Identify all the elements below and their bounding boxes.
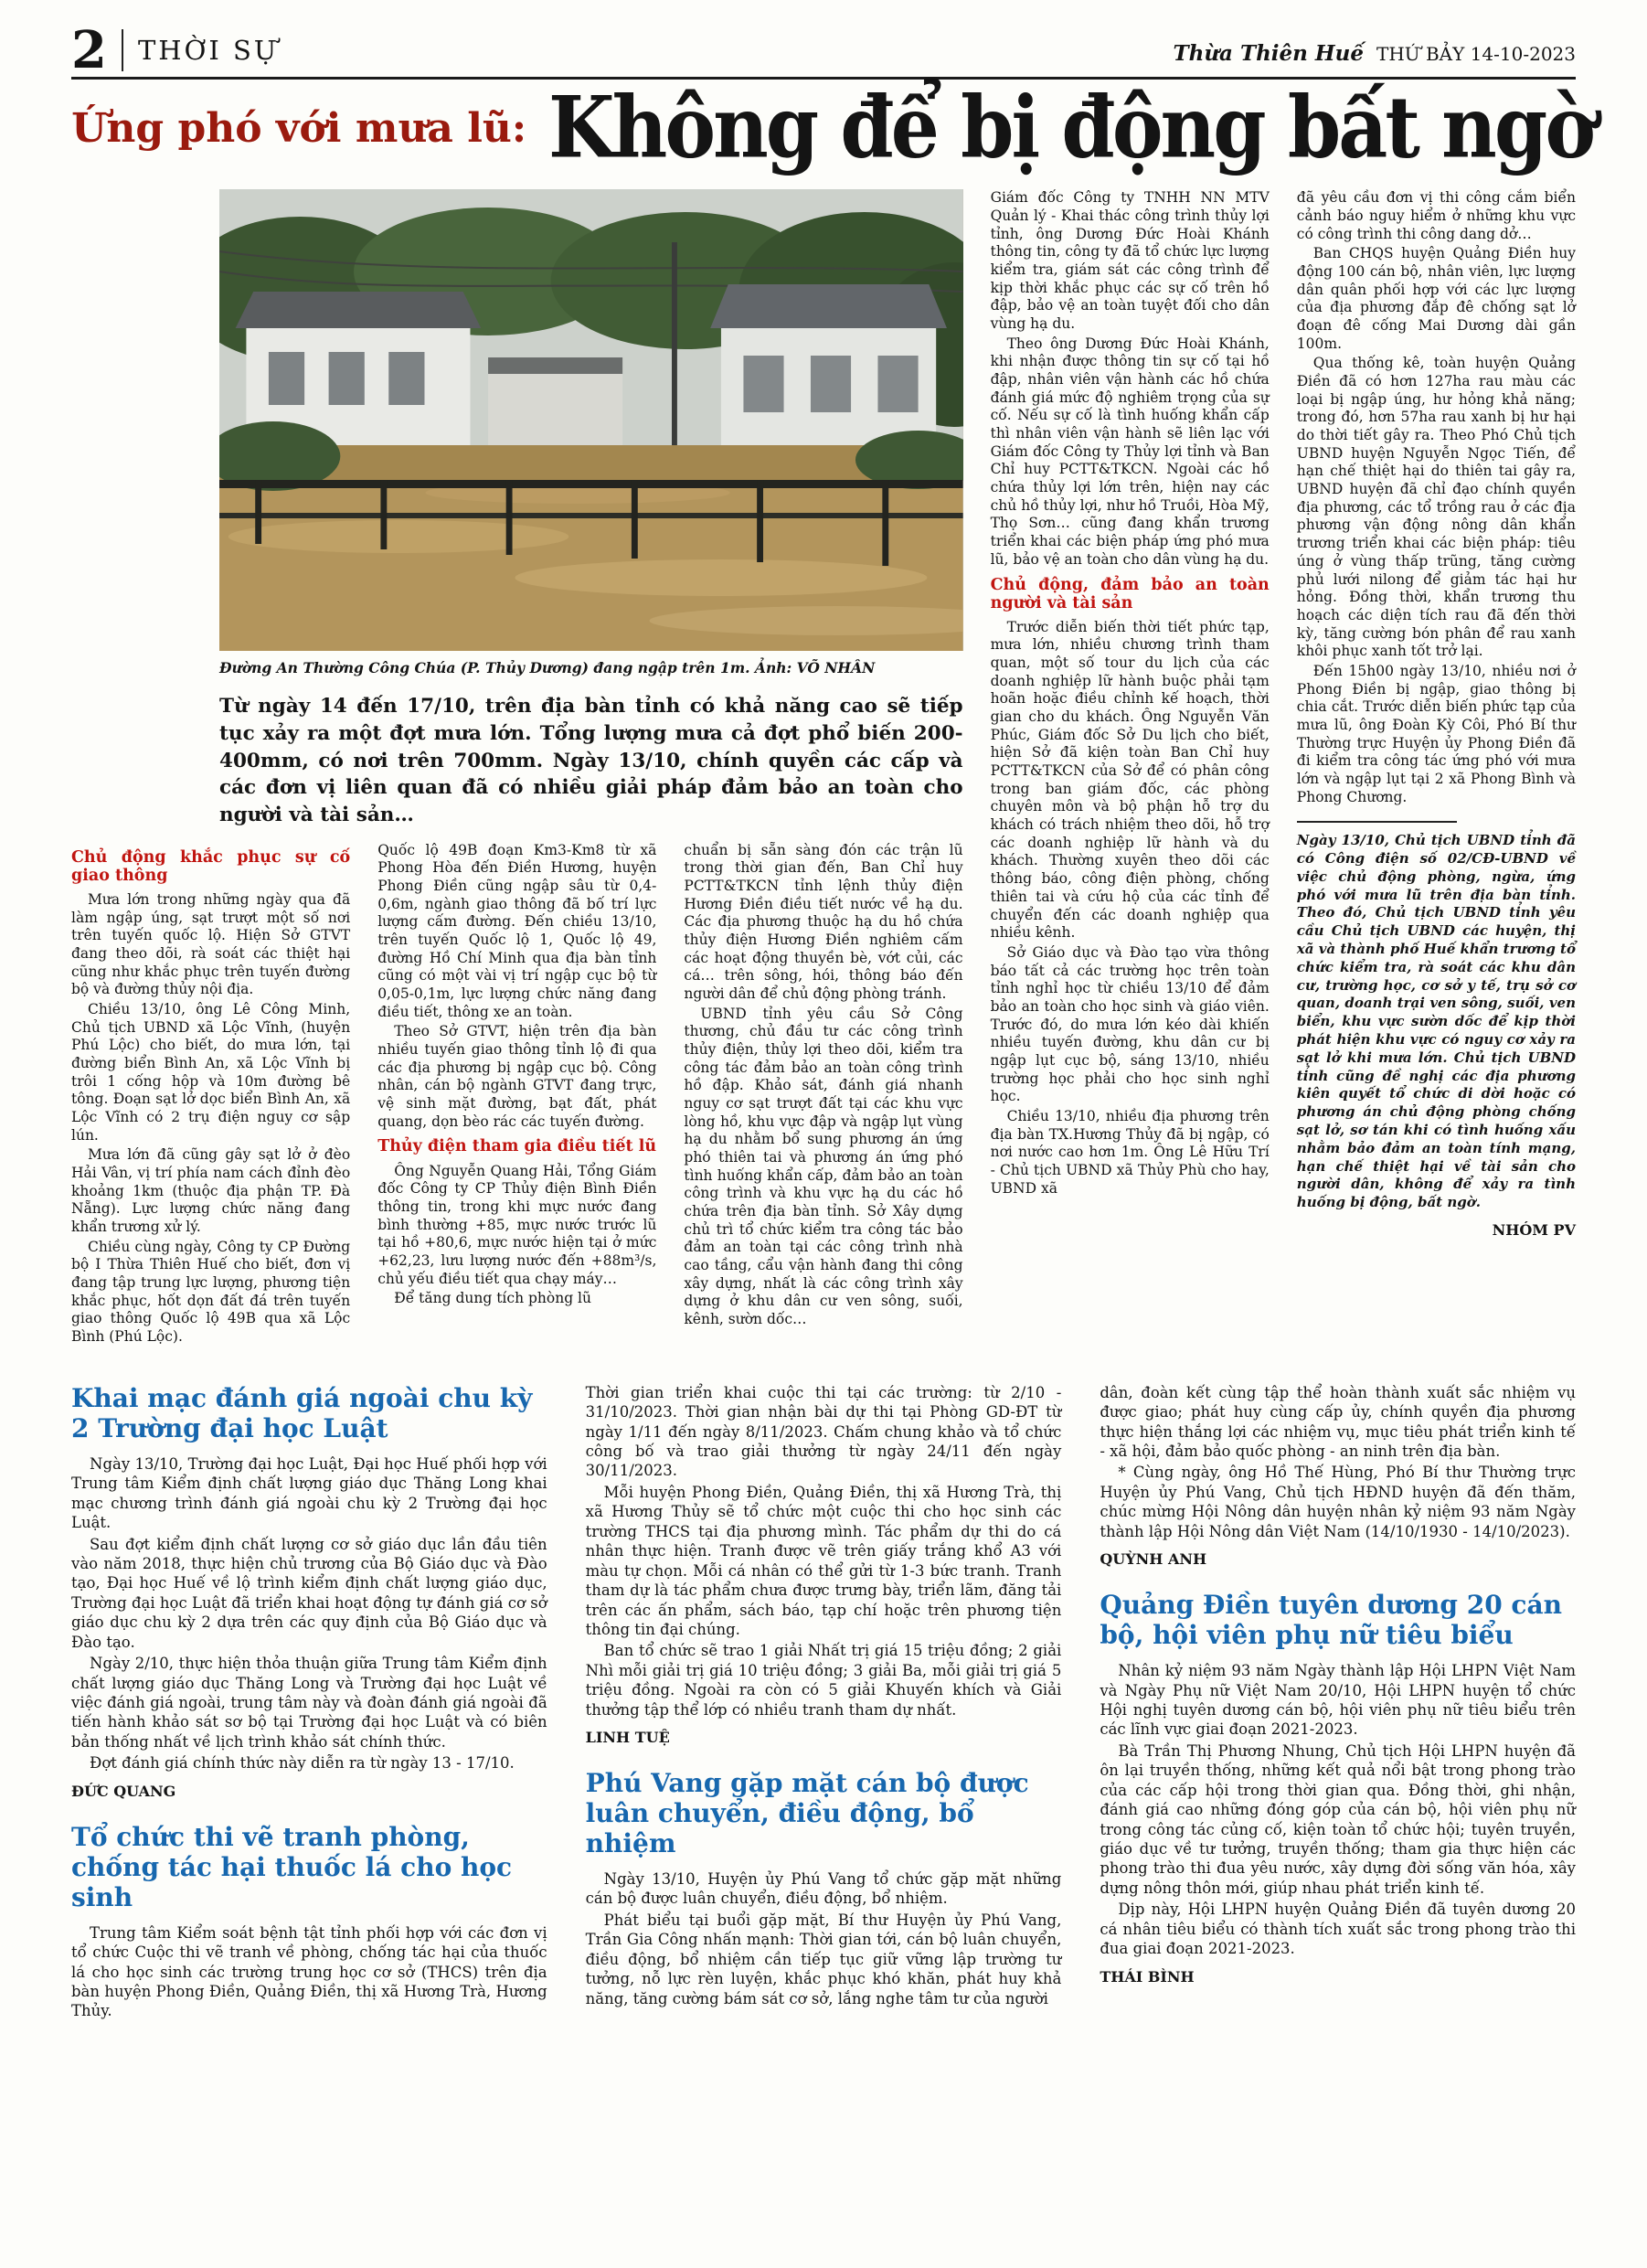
headline-row bbox=[71, 78, 1594, 178]
byline: LINH TUỆ bbox=[585, 1729, 670, 1747]
paragraph: Ngày 13/10, Huyện ủy Phú Vang tổ chức gặp mặt những cán bộ được luân chuyển, điều động, bổ nhiệm. bbox=[585, 1870, 1062, 1908]
paragraph: * Cùng ngày, ông Hồ Thế Hùng, Phó Bí thư Thường trực Huyện ủy Phú Vang, Chủ tịch HĐND huyện đã đến thăm, chúc mừng Hội Nông dân huyện nhân kỷ niệm 93 năm Ngày thành lập Hội Nông dân Việt Nam (14/10/1930 - 14/10/2023). bbox=[1100, 1464, 1576, 1540]
paragraph: Ban CHQS huyện Quảng Điền huy động 100 cán bộ, nhân viên, lực lượng dân quân phối hợp với các lực lượng của địa phương đắp đê chống sạt lở đoạn đê cống Mai Dương dài gần 100m. bbox=[1296, 245, 1576, 352]
subhead-safety: Chủ động, đảm bảo an toàn người và tài sản bbox=[990, 575, 1270, 612]
paragraph: Qua thống kê, toàn huyện Quảng Điền đã có hơn 127ha rau màu các loại bị ngập úng, hư hỏng khả năng; trong đó, hơn 57ha rau xanh bị hư hại do thời tiết gây ra. Theo Phó Chủ tịch UBND huyện Nguyễn Ngọc Tiến, để hạn chế thiệt hại do thiên tai gây ra, UBND huyện đã chỉ đạo chính quyền địa phương, các tổ trồng rau ở các địa phương vận động nông dân khẩn trương triển khai các biện pháp: tiêu úng ở vùng thấp trũng, tăng cường phủ lưới nilong để giảm tác hại hư hỏng. Đồng thời, khẩn trương thu hoạch các diện tích rau đã đến thời kỳ, tăng cường bón phân để rau xanh khôi phục xanh tốt trở lại. bbox=[1296, 355, 1576, 660]
paragraph: đã yêu cầu đơn vị thi công cắm biển cảnh báo nguy hiểm ở những khu vực có công trình thi công dang dở… bbox=[1296, 189, 1576, 242]
article-column-1 bbox=[71, 842, 350, 1348]
byline: ĐỨC QUANG bbox=[71, 1782, 176, 1800]
article-title: Khai mạc đánh giá ngoài chu kỳ 2 Trường đại học Luật bbox=[71, 1382, 533, 1443]
byline-main: NHÓM PV bbox=[1492, 1220, 1576, 1239]
paragraph: Ngày 13/10, Trường đại học Luật, Đại học Huế phối hợp với Trung tâm Kiểm định chất lượng giáo dục Thăng Long khai mạc chương trình đánh giá ngoài chu kỳ 2 Trường đại học Luật. bbox=[71, 1454, 547, 1532]
section-title: THỜI SỰ bbox=[137, 35, 280, 67]
masthead-name: Thừa Thiên Huế bbox=[1173, 41, 1364, 67]
paragraph: Mưa lớn trong những ngày qua đã làm ngập úng, sạt trượt một số nơi trên tuyến quốc lộ. Hiện Sở GTVT đang theo dõi, rà soát các thiệt hại cũng như khắc phục trên tuyến đường bộ và đường thủy nội địa. bbox=[71, 890, 351, 998]
paragraph: Ban tổ chức sẽ trao 1 giải Nhất trị giá 15 triệu đồng; 2 giải Nhì mỗi giải trị giá 10 triệu đồng; 3 giải Ba, mỗi giải trị giá 5 triệu đồng. Ngoài ra còn có 5 giải Khuyến khích và Giải thưởng tập thể lớp có nhiều tranh tham dự nhất. bbox=[585, 1642, 1062, 1719]
paragraph: dân, đoàn kết cùng tập thể hoàn thành xuất sắc nhiệm vụ được giao; phát huy cùng cấp ủy, chính quyền địa phương thực hiện thắng lợi các nhiệm vụ, mục tiêu phát triển kinh tế - xã hội, đảm bảo quốc phòng - an ninh trên địa bàn. bbox=[1100, 1383, 1576, 1461]
paragraph: Theo Sở GTVT, hiện trên địa bàn nhiều tuyến giao thông tỉnh lộ đi qua các địa phương bị ngập cục bộ. Công nhân, cán bộ ngành GTVT đang trực, vệ sinh mặt đường, bạt đất, phát quang, dọn bèo rác các tuyến đường. bbox=[377, 1023, 657, 1130]
article-title: Phú Vang gặp mặt cán bộ được luân chuyển, điều động, bổ nhiệm bbox=[585, 1767, 1029, 1859]
issue-date: THỨ BẢY 14-10-2023 bbox=[1376, 43, 1576, 66]
article-column-2 bbox=[377, 842, 656, 1348]
paragraph: Phát biểu tại buổi gặp mặt, Bí thư Huyện ủy Phú Vang, Trần Gia Công nhấn mạnh: Thời gian tới, cán bộ luân chuyển, điều động, bổ nhiệm cần tiếp tục giữ vững lập trường tư tưởng, nỗ lực rèn luyện, khắc phục khó khăn, phát huy khả năng, tăng cường bám sát cơ sở, lắng nghe tâm tư của người bbox=[585, 1911, 1062, 2007]
paragraph: Ngày 2/10, thực hiện thỏa thuận giữa Trung tâm Kiểm định chất lượng giáo dục Thăng Long và Trường đại học Luật về việc đánh giá ngoài, trung tâm này và đoàn đánh giá ngoài đã tiến hành khảo sát sơ bộ tại Trường đại học Luật và có biên bản thống nhất về lịch trình khảo sát chính thức. bbox=[71, 1655, 547, 1751]
article-law-university bbox=[71, 1383, 547, 1802]
paragraph: Nhân kỷ niệm 93 năm Ngày thành lập Hội LHPN Việt Nam và Ngày Phụ nữ Việt Nam 20/10, Hội LHPN huyện tổ chức Hội nghị tuyên dương cán bộ, hội viên phụ nữ tiêu biểu trên các lĩnh vực giai đoạn 2021-2023. bbox=[1100, 1662, 1576, 1739]
note-rule bbox=[1297, 821, 1457, 823]
bottom-column-2 bbox=[586, 1383, 1062, 2023]
subhead-hydropower: Thủy điện tham gia điều tiết lũ bbox=[377, 1137, 657, 1156]
header-right bbox=[1173, 41, 1576, 73]
official-dispatch-note: Ngày 13/10, Chủ tịch UBND tỉnh đã có Công điện số 02/CĐ-UBND về việc chủ động phòng, ngừa, ứng phó với mưa lũ trên địa bàn tỉnh. Theo đó, Chủ tịch UBND tỉnh yêu cầu Chủ tịch UBND các huyện, thị xã và thành phố Huế khẩn trương tổ chức kiểm tra, rà soát các khu dân cư, trường học, cơ sở y tế, trụ sở cơ quan, doanh trại ven sông, suối, ven biển, khu vực sườn dốc để kịp thời phát hiện khu vực có nguy cơ xảy ra sạt lở khi mưa lớn. Chủ tịch UBND tỉnh cũng đề nghị các địa phương kiên quyết tổ chức di dời hoặc có phương án chủ động phòng chống sạt lở, sơ tán khi có tình huống xấu nhằm bảo đảm an toàn tính mạng, hạn chế thiệt hại về tài sản cho người dân, không để xảy ra tình huống bị động, bất ngờ. bbox=[1296, 832, 1576, 1211]
paragraph: Chiều cùng ngày, Công ty CP Đường bộ I Thừa Thiên Huế cho biết, đơn vị đang tập trung lực lượng, phương tiện khắc phục, hốt dọn đất đá trên tuyến giao thông Quốc lộ 49B qua xã Lộc Bình (Phú Lộc). bbox=[71, 1238, 351, 1346]
article-title: Tổ chức thi vẽ tranh phòng, chống tác hại thuốc lá cho học sinh bbox=[71, 1821, 513, 1912]
byline: QUỲNH ANH bbox=[1100, 1550, 1207, 1569]
paragraph: Dịp này, Hội LHPN huyện Quảng Điền đã tuyên dương 20 cá nhân tiêu biểu có thành tích xuất sắc trong phong trào thi đua giai đoạn 2021-2023. bbox=[1100, 1901, 1576, 1958]
paragraph: Bà Trần Thị Phương Nhung, Chủ tịch Hội LHPN huyện đã ôn lại truyền thống, những kết quả nổi bật trong phong trào của các cấp hội trong thời gian qua. Đồng thời, ghi nhận, đánh giá cao những đóng góp của cán bộ, hội viên phụ nữ trong công tác củng cố, kiện toàn tổ chức hội; tuyên truyền, giáo dục về tư tưởng, truyền thống; tham gia thực hiện các phong trào thi đua yêu nước, xây dựng đời sống văn hóa, xây dựng nông thôn mới, giúp nhau phát triển kinh tế. bbox=[1100, 1741, 1576, 1897]
media-block bbox=[71, 189, 963, 828]
paragraph: Đến 15h00 ngày 13/10, nhiều nơi ở Phong Điền bị ngập, giao thông bị chia cắt. Trước diễn biến phức tạp của mưa lũ, ông Đoàn Kỳ Côi, Phó Bí thư Thường trực Huyện ủy Phong Điền đã đi kiểm tra công tác ứng phó với mưa lớn và ngập lụt tại 2 xã Phong Bình và Phong Chương. bbox=[1296, 662, 1576, 805]
paragraph: chuẩn bị sẵn sàng đón các trận lũ trong thời gian đến, Ban Chỉ huy PCTT&TKCN tỉnh lệnh thủy điện Hương Điền điều tiết nước về hạ du. Các địa phương thuộc hạ du hồ chứa thủy điện Hương Điền nghiêm cấm các hoạt động thuyền bè, vớt củi, các cá… trên sông, hói, thông báo đến người dân để chủ động phòng tránh. bbox=[684, 841, 963, 1003]
article-title: Quảng Điền tuyên dương 20 cán bộ, hội viên phụ nữ tiêu biểu bbox=[1100, 1590, 1562, 1651]
newspaper-page bbox=[71, 20, 1594, 2023]
paragraph: Chiều 13/10, ông Lê Công Minh, Chủ tịch UBND xã Lộc Vĩnh, (huyện Phú Lộc) cho biết, do mưa lớn, tại đường biển Bình An, xã Lộc Vĩnh bị trôi 1 cống hộp và 10m đường bê tông. Đoạn sạt lở dọc biển Bình An, xã Lộc Vĩnh có 2 trụ điện nguy cơ sập lún. bbox=[71, 1000, 351, 1144]
byline: THÁI BÌNH bbox=[1100, 1967, 1195, 1986]
paragraph: UBND tỉnh yêu cầu Sở Công thương, chủ đầu tư các công trình thủy điện, thủy lợi theo dõi, kiểm tra công tác đảm bảo an toàn công trình hồ đập. Khảo sát, đánh giá nhanh nguy cơ sạt trượt đất tại các khu vực lòng hồ, khu vực đập và ngập lụt vùng hạ du nhằm bổ sung phương án ứng phó thiên tai và phương án ứng phó tình huống khẩn cấp, đảm bảo an toàn công trình và khu vực hạ du các hồ chứa trên địa bàn tỉnh. Sở Xây dựng chủ trì tổ chức kiểm tra công tác bảo đảm an toàn tại các công trình nhà cao tầng, cẩu vận hành đang thi công xây dựng, nhất là các công trình xây dựng ở khu dân cư ven sông, suối, kênh, sườn dốc… bbox=[684, 1005, 963, 1328]
flood-photo-illustration bbox=[219, 189, 963, 651]
article-quang-dien-women bbox=[1100, 1590, 1576, 1986]
paragraph: Sau đợt kiểm định chất lượng cơ sở giáo dục lần đầu tiên vào năm 2018, thực hiện chủ trương của Bộ Giáo dục và Đào tạo, Đại học Huế về lộ trình kiểm định chất lượng giáo dục, Trường đại học Luật đã triển khai hoạt động tự đánh giá cơ sở giáo dục chu kỳ 2 dựa trên các quy định của Bộ Giáo dục và Đào tạo. bbox=[71, 1535, 547, 1651]
main-headline: Không để bị động bất ngờ bbox=[548, 78, 1594, 178]
bottom-column-3 bbox=[1100, 1383, 1576, 2023]
article-phu-vang-continued bbox=[1100, 1383, 1576, 1570]
paragraph: Ông Nguyễn Quang Hải, Tổng Giám đốc Công ty CP Thủy điện Bình Điền thông tin, trong khi mực nước đang bình thường +85, mực nước trước lũ tại hồ +80,6, mực nước hiện tại ở mức +62,23, lưu lượng nước đến +88m³/s, chủ yếu điều tiết qua chạy máy… bbox=[377, 1162, 657, 1287]
paragraph: Trung tâm Kiểm soát bệnh tật tỉnh phối hợp với các đơn vị tổ chức Cuộc thi vẽ tranh về phòng, chống tác hại của thuốc lá cho học sinh các trường trung học cơ sở (THCS) trên địa bàn huyện Phong Điền, Quảng Điền, thị xã Hương Trà, Hương Thủy. bbox=[71, 1923, 547, 2020]
page-header bbox=[71, 20, 1576, 80]
article-drawing-contest bbox=[71, 1822, 547, 2021]
article-drawing-contest-continued bbox=[586, 1383, 1062, 1748]
paragraph: Theo ông Dương Đức Hoài Khánh, khi nhận được thông tin sự cố tại hồ đập, nhân viên vận hành các hồ chứa đánh giá mức độ nghiêm trọng của sự cố. Nếu sự cố là tình huống khẩn cấp thì nhân viên vận hành sẽ liên lạc với Giám đốc Công ty Thủy lợi tỉnh và Ban Chỉ huy PCTT&TKCN. Ngoài các hồ chứa thủy lợi lớn trên, hiện nay các chủ hồ thủy lợi, như hồ Truồi, Hòa Mỹ, Thọ Sơn… cũng đang khẩn trương triển khai các biện pháp ứng phó mưa lũ, bảo vệ an toàn cho dân vùng hạ du. bbox=[990, 335, 1270, 568]
article-column-4 bbox=[991, 189, 1270, 1347]
paragraph: Mưa lớn đã cũng gây sạt lở ở đèo Hải Vân, vị trí phía nam cách đỉnh đèo khoảng 1km (thuộc địa phận TP. Đà Nẵng). Lực lượng chức năng đang khẩn trương xử lý. bbox=[71, 1146, 351, 1236]
article-column-3 bbox=[684, 842, 962, 1348]
paragraph: Sở Giáo dục và Đào tạo vừa thông báo tất cả các trường học trên toàn tỉnh nghỉ học từ chiều 13/10 để đảm bảo an toàn cho học sinh và giáo viên. Trước đó, do mưa lớn kéo dài khiến nhiều tuyến đường, khu dân cư bị ngập lụt cục bộ, sáng 13/10, nhiều trường học phải cho học sinh nghỉ học. bbox=[990, 943, 1270, 1105]
paragraph: Giám đốc Công ty TNHH NN MTV Quản lý - Khai thác công trình thủy lợi tỉnh, ông Dương Đức Hoài Khánh thông tin, công ty đã tổ chức lực lượng kiểm tra, giám sát các công trình để kịp thời khắc phục các sự cố trên hồ đập, bảo vệ an toàn tuyệt đối cho dân vùng hạ du. bbox=[990, 189, 1270, 333]
paragraph: Mỗi huyện Phong Điền, Quảng Điền, thị xã Hương Trà, thị xã Hương Thủy sẽ tổ chức một cuộc thi cho học sinh các trường THCS tại địa phương mình. Tác phẩm dự thi do cá nhân thực hiện. Tranh được vẽ trên giấy trắng khổ A3 với màu tự chọn. Mỗi cá nhân có thể gửi từ 1-3 bức tranh. Tranh tham dự là tác phẩm chưa được trưng bày, triển lãm, đăng tải trên các ấn phẩm, sách báo, tạp chí hoặc trên phương tiện thông tin đại chúng. bbox=[585, 1483, 1062, 1638]
subhead-traffic: Chủ động khắc phục sự cố giao thông bbox=[71, 847, 351, 885]
main-story bbox=[71, 189, 1576, 1347]
paragraph: Đợt đánh giá chính thức này diễn ra từ ngày 13 - 17/10. bbox=[90, 1754, 515, 1773]
article-phu-vang bbox=[586, 1768, 1062, 2008]
article-column-5 bbox=[1297, 189, 1576, 1347]
paragraph: Để tăng dung tích phòng lũ bbox=[394, 1290, 591, 1307]
page-number: 2 bbox=[71, 20, 107, 80]
bottom-section bbox=[71, 1383, 1576, 2023]
flood-photo bbox=[219, 189, 963, 651]
bottom-column-1 bbox=[71, 1383, 547, 2023]
paragraph: Thời gian triển khai cuộc thi tại các trường: từ 2/10 - 31/10/2023. Thời gian nhận bài dự thi tại Phòng GD-ĐT từ ngày 1/11 đến ngày 8/11/2023. Chấm chung khảo và tổ chức công bố và trao giải thưởng từ ngày 24/11 đến ngày 30/11/2023. bbox=[585, 1383, 1062, 1480]
photo-caption: Đường An Thường Công Chúa (P. Thủy Dương) đang ngập trên 1m. Ảnh: VÕ NHÂN bbox=[219, 659, 876, 677]
paragraph: Quốc lộ 49B đoạn Km3-Km8 từ xã Phong Hòa đến Điền Hương, huyện Phong Điền cũng ngập sâu từ 0,4-0,6m, ngành giao thông đã bố trí lực lượng cấm đường. Đến chiều 13/10, trên tuyến Quốc lộ 1, Quốc lộ 49, đường Hồ Chí Minh qua địa bàn tỉnh cũng có một vài vị trí ngập cục bộ từ 0,05-0,1m, lực lượng chức năng đang điều tiết, thông xe an toàn. bbox=[377, 841, 657, 1020]
header-divider bbox=[122, 29, 123, 71]
header-left bbox=[71, 20, 280, 80]
kicker: Ứng phó với mưa lũ: bbox=[71, 104, 527, 152]
intro-paragraph: Từ ngày 14 đến 17/10, trên địa bàn tỉnh có khả năng cao sẽ tiếp tục xảy ra một đợt mưa lớn. Tổng lượng mưa cả đợt phổ biến 200-400mm, có nơi trên 700mm. Ngày 13/10, chính quyền các cấp và các đơn vị liên quan đã có nhiều giải pháp đảm bảo an toàn cho người và tài sản… bbox=[219, 695, 963, 827]
paragraph: Chiều 13/10, nhiều địa phương trên địa bàn TX.Hương Thủy đã bị ngập, có nơi nước cao hơn 1m. Ông Lê Hữu Trí - Chủ tịch UBND xã Thủy Phù cho hay, UBND xã bbox=[990, 1107, 1270, 1197]
paragraph: Trước diễn biến thời tiết phức tạp, mưa lớn, nhiều chương trình tham quan, một số tour du lịch của các doanh nghiệp lữ hành buộc phải tạm hoãn hoặc điều chỉnh kế hoạch, thời gian cho du khách. Ông Nguyễn Văn Phúc, Giám đốc Sở Du lịch cho biết, hiện Sở đã kiện toàn Ban Chỉ huy PCTT&TKCN của Sở để có phân công trong ban giám đốc, các phòng chuyên môn và bộ phận hỗ trợ du khách có trách nhiệm theo dõi, hỗ trợ các doanh nghiệp lữ hành và du khách. Thường xuyên theo dõi các thông báo, công điện phòng, chống thiên tai và cứu hộ của các tỉnh để chuyển đến các doanh nghiệp qua nhiều kênh. bbox=[990, 618, 1270, 942]
